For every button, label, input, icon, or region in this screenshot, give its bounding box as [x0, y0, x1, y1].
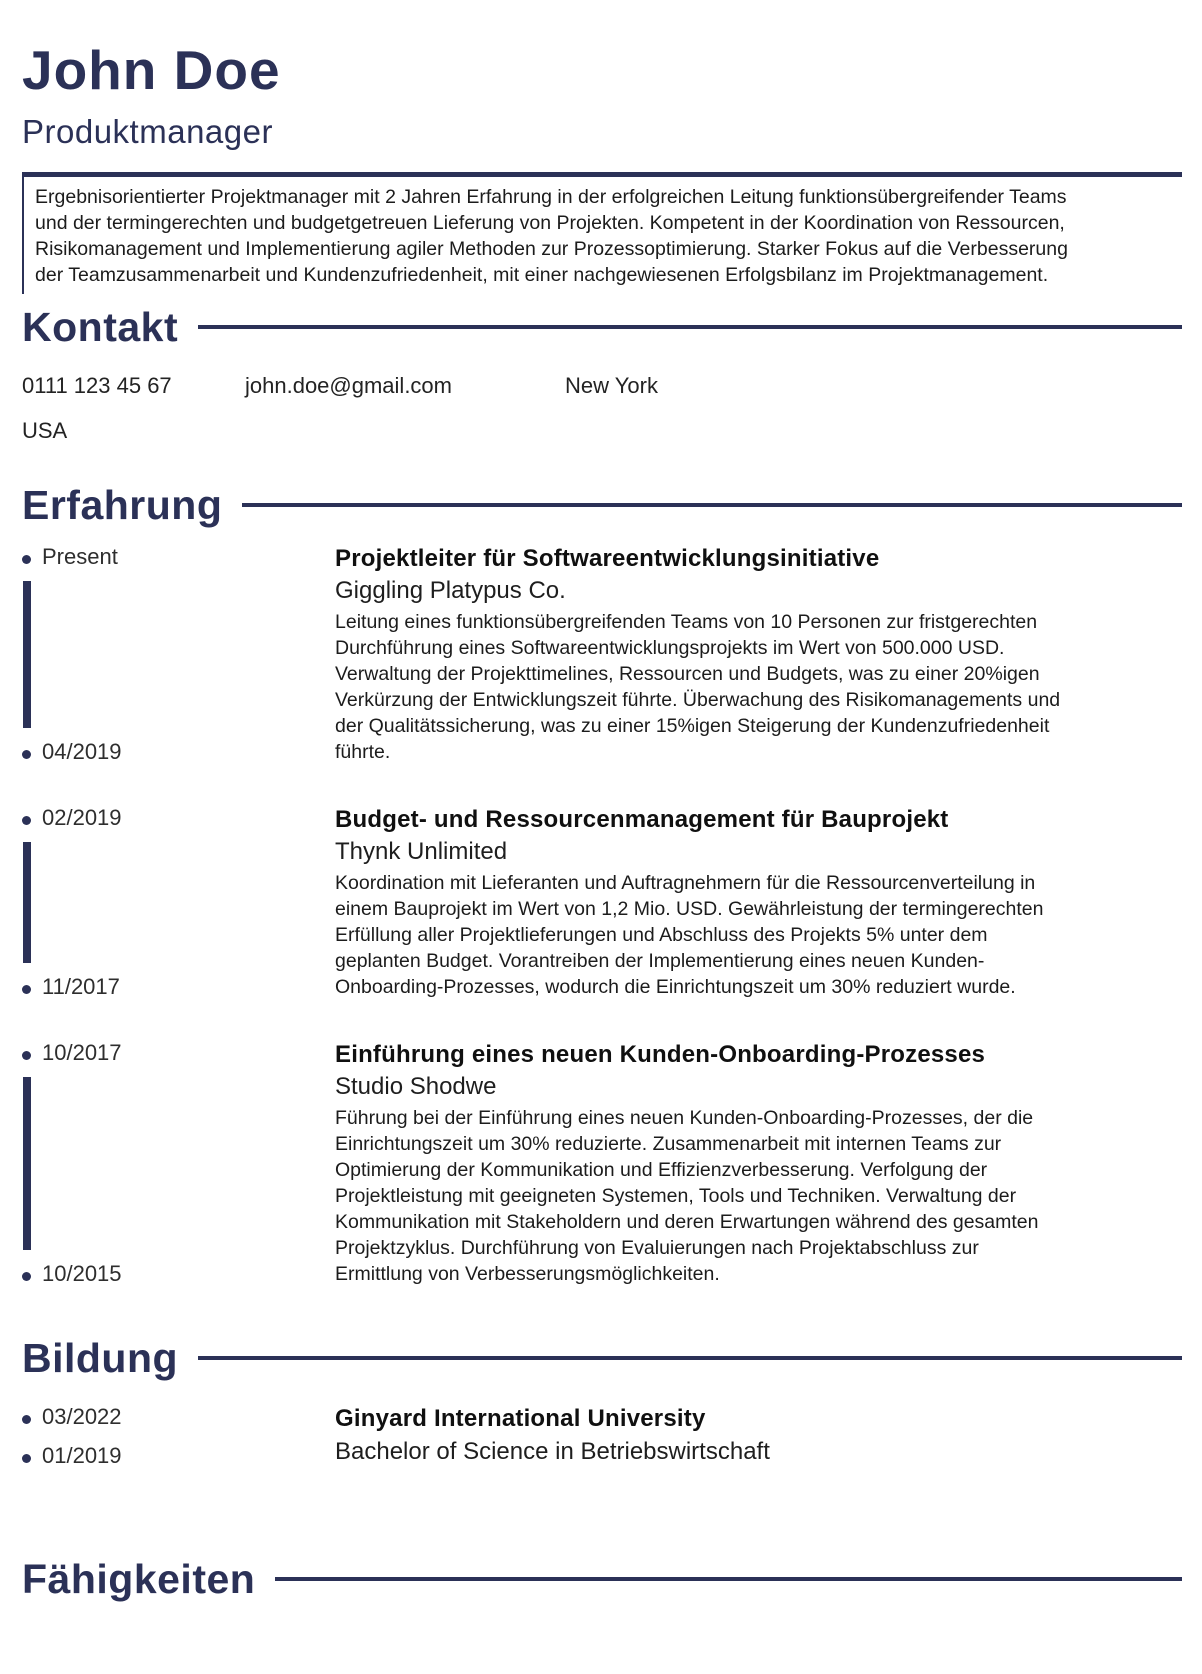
candidate-name: John Doe [22, 39, 281, 101]
section-heading-education [22, 1335, 1182, 1382]
timeline-end-date [22, 805, 335, 831]
timeline-dot-icon [22, 1415, 31, 1424]
job-description: Führung bei der Einführung eines neuen Kunden-Onboarding-Prozesses, der die Einrichtungszeit um 30% reduzierte. Zusammenarbeit mit internen Teams zur Optimierung der Kommunikation und Effizienzverbesserung. Verfolgung der Projektleistung mit geeigneten Systemen, Tools und Techniken. Verwaltung der Kommunikation mit Stakeholdern und deren Erwartungen während des gesamten Projektzyklus. Durchführung von Evaluierungen nach Projektabschluss zur Ermittlung von Verbesserungsmöglichkeiten. [335, 1106, 1039, 1285]
timeline-dot-icon [22, 750, 31, 759]
end-date-label: 02/2019 [42, 804, 122, 830]
section-divider [275, 1577, 1182, 1581]
job-content [335, 1040, 1182, 1287]
section-heading-contact-label: Kontakt [22, 303, 179, 350]
section-heading-experience-label: Erfahrung [22, 481, 223, 528]
timeline-start-date [22, 1261, 335, 1287]
timeline-bar [23, 842, 31, 963]
timeline-start-date [22, 739, 335, 765]
contact-country: USA [22, 417, 68, 443]
job-title: Projektleiter für Softwareentwicklungsinitiative [335, 544, 880, 572]
end-date-label: Present [42, 543, 118, 569]
section-divider [242, 503, 1182, 507]
section-heading-skills [22, 1556, 1182, 1603]
school-name: Ginyard International University [335, 1404, 706, 1432]
section-heading-contact [22, 304, 1182, 351]
timeline [22, 544, 335, 765]
timeline-dot-icon [22, 816, 31, 825]
start-date-label: 01/2019 [42, 1442, 122, 1468]
timeline-dot-icon [22, 1272, 31, 1281]
start-date-label: 04/2019 [42, 738, 122, 764]
job-company: Giggling Platypus Co. [335, 576, 566, 604]
job-description: Leitung eines funktionsübergreifenden Teams von 10 Personen zur fristgerechten Durchführung eines Softwareentwicklungsprojekts im Wert von 500.000 USD. Verwaltung der Projekttimelines, Ressourcen und Budgets, was zu einer 20%igen Verkürzung der Entwicklungszeit führte. Überwachung des Risikomanagements und der Qualitätssicherung, was zu einer 15%igen Steigerung der Kundenzufriedenheit führte. [335, 610, 1061, 763]
start-date-label: 11/2017 [42, 973, 120, 999]
experience-entry [22, 1040, 1182, 1287]
candidate-job-title: Produktmanager [22, 112, 273, 150]
timeline [22, 805, 335, 1000]
job-company: Thynk Unlimited [335, 837, 508, 865]
experience-entry [22, 544, 1182, 765]
education-dates [22, 1404, 335, 1482]
timeline-end-date [22, 1040, 335, 1066]
end-date-label: 10/2017 [42, 1039, 122, 1065]
profile-summary: Ergebnisorientierter Projektmanager mit 2 Jahren Erfahrung in der erfolgreichen Leitung funktionsübergreifender Teams und der termingerechten und budgetgetreuen Lieferung von Projekten. Kompetent in der Koordination von Ressourcen, Risikomanagement und Implementierung agiler Methoden zur Prozessoptimierung. Starker Fokus auf die Verbesserung der Teamzusammenarbeit und Kundenzufriedenheit, mit einer nachgewiesenen Erfolgsbilanz im Projektmanagement. [22, 177, 1093, 294]
job-company: Studio Shodwe [335, 1072, 497, 1100]
job-description: Koordination mit Lieferanten und Auftragnehmern für die Ressourcenverteilung in einem Bauprojekt im Wert von 1,2 Mio. USD. Gewährleistung der termingerechten Erfüllung aller Projektlieferungen und Abschluss des Projekts 5% unter dem geplanten Budget. Vorantreiben der Implementierung eines neuen Kunden-Onboarding-Prozesses, wodurch die Einrichtungszeit um 30% reduziert wurde. [335, 871, 1044, 998]
job-content [335, 544, 1182, 765]
degree-name: Bachelor of Science in Betriebswirtschaft [335, 1437, 770, 1465]
timeline-start-date [22, 974, 335, 1000]
timeline-dot-icon [22, 555, 31, 564]
education-entry [22, 1404, 1182, 1482]
timeline-bar [23, 1077, 31, 1250]
section-heading-experience [22, 482, 1182, 529]
start-date-label: 10/2015 [42, 1260, 122, 1286]
section-heading-education-label: Bildung [22, 1334, 179, 1381]
job-title: Budget- und Ressourcenmanagement für Bauprojekt [335, 805, 949, 833]
contact-row [22, 373, 1182, 399]
timeline-dot-icon [22, 1454, 31, 1463]
section-divider [198, 325, 1182, 329]
section-divider [198, 1356, 1182, 1360]
email-address: john.doe@gmail.com [245, 372, 452, 398]
timeline-bar [23, 581, 31, 728]
education-end-date [22, 1404, 335, 1430]
section-heading-skills-label: Fähigkeiten [22, 1555, 256, 1602]
phone-number: 0111 123 45 67 [22, 372, 172, 398]
job-content [335, 805, 1182, 1000]
timeline-dot-icon [22, 985, 31, 994]
job-title: Einführung eines neuen Kunden-Onboarding-Prozesses [335, 1040, 986, 1068]
experience-entry [22, 805, 1182, 1000]
contact-city: New York [565, 372, 658, 398]
education-content [335, 1404, 1182, 1482]
end-date-label: 03/2022 [42, 1403, 122, 1429]
timeline-end-date [22, 544, 335, 570]
timeline [22, 1040, 335, 1287]
education-start-date [22, 1443, 335, 1469]
timeline-dot-icon [22, 1051, 31, 1060]
